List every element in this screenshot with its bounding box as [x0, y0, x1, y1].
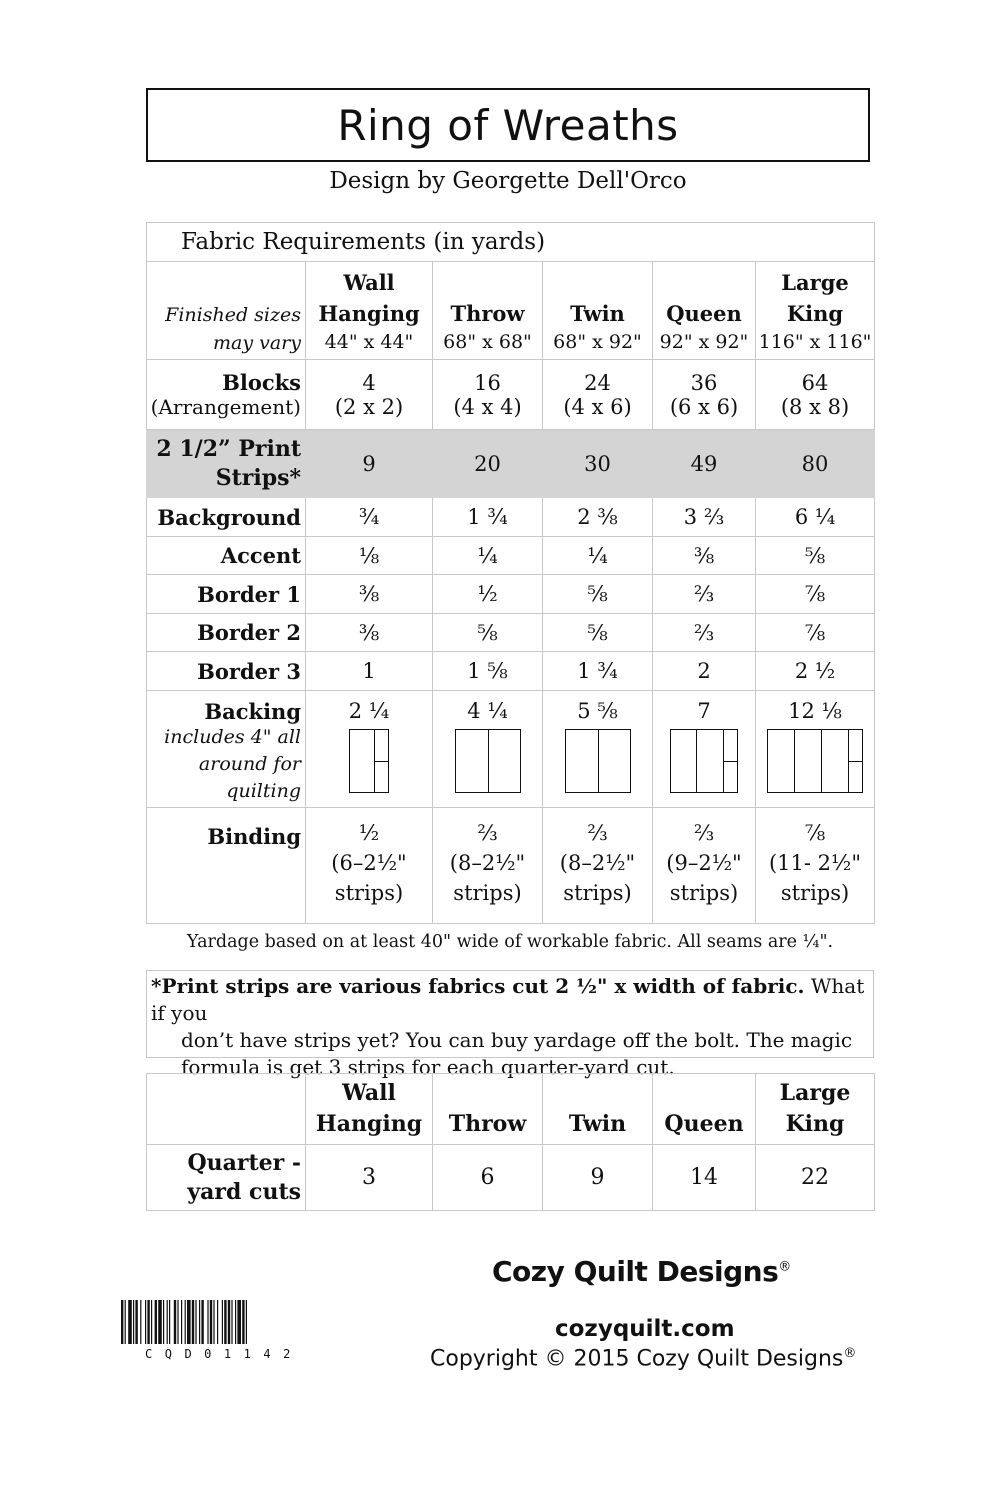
binding-cell: ⅔ (8–2½" strips): [543, 808, 653, 924]
barcode-bar: [187, 1300, 191, 1344]
binding-cell: ½ (6–2½" strips): [306, 808, 433, 924]
barcode-bar: [195, 1300, 196, 1344]
backing-cell: 4 ¼: [433, 691, 543, 808]
cell: 6: [433, 1145, 543, 1211]
binding-cell: ⅞ (11- 2½" strips): [756, 808, 875, 924]
cell: 14: [653, 1145, 756, 1211]
cell: ⅛: [306, 537, 433, 575]
cell: 2 ½: [756, 652, 875, 691]
barcode-bar: [174, 1300, 176, 1344]
cell: ⅔: [653, 575, 756, 614]
size-queen: Queen: [653, 1074, 756, 1145]
backing-layout-diagram: [670, 729, 738, 793]
backing-layout-diagram: [349, 729, 389, 793]
barcode-bar: [133, 1300, 134, 1344]
barcode-bar: [192, 1300, 194, 1344]
cell: ⅝: [433, 614, 543, 652]
blocks-cell: 4 (2 x 2): [306, 360, 433, 430]
cell: 1 ⅝: [433, 652, 543, 691]
blocks-cell: 24 (4 x 6): [543, 360, 653, 430]
blocks-cell: 64 (8 x 8): [756, 360, 875, 430]
binding-label: Binding: [147, 808, 306, 924]
finished-sizes-label: Finished sizes may vary: [147, 262, 306, 360]
cell: ⅞: [756, 575, 875, 614]
barcode-bar: [207, 1300, 208, 1344]
barcode-bar: [185, 1300, 186, 1344]
barcode-bar: [246, 1300, 247, 1344]
barcode-bar: [181, 1300, 182, 1344]
table-caption: Fabric Requirements (in yards): [147, 223, 875, 262]
barcode: [121, 1300, 331, 1344]
binding-cell: ⅔ (8–2½" strips): [433, 808, 543, 924]
size-queen: Queen 92" x 92": [653, 262, 756, 360]
barcode-bar: [228, 1300, 230, 1344]
blocks-label: Blocks (Arrangement): [147, 360, 306, 430]
barcode-bar: [235, 1300, 236, 1344]
barcode-bar: [210, 1300, 212, 1344]
barcode-bar: [222, 1300, 223, 1344]
cell: 1 ¾: [543, 652, 653, 691]
cell: 9: [543, 1145, 653, 1211]
barcode-bar: [224, 1300, 226, 1344]
barcode-bar: [177, 1300, 178, 1344]
row-label: Border 2: [147, 614, 306, 652]
size-large-king: Large King: [756, 1074, 875, 1145]
cell: ⅝: [543, 575, 653, 614]
cell: 22: [756, 1145, 875, 1211]
cell: ⅜: [306, 614, 433, 652]
print-strips-note: *Print strips are various fabrics cut 2 ½" x width of fabric. What if you don’t have strips yet? You can buy yardage off the bolt. The magic formula is get 3 strips for each quarter-yard cut.: [146, 970, 874, 1058]
barcode-bar: [169, 1300, 170, 1344]
cell: 1 ¾: [433, 498, 543, 537]
barcode-bar: [135, 1300, 137, 1344]
cell: 3: [306, 1145, 433, 1211]
fabric-row: [147, 614, 875, 652]
barcode-bar: [125, 1300, 126, 1344]
print-strips-cell: 9: [306, 430, 433, 498]
barcode-number: CQD01142: [145, 1347, 303, 1361]
cell: 6 ¼: [756, 498, 875, 537]
barcode-bar: [199, 1300, 200, 1344]
barcode-bar: [145, 1300, 146, 1344]
print-strips-cell: 30: [543, 430, 653, 498]
cell: ¼: [543, 537, 653, 575]
backing-cell: 5 ⅝: [543, 691, 653, 808]
pattern-title: Ring of Wreaths: [337, 101, 679, 150]
backing-cell: 2 ¼: [306, 691, 433, 808]
binding-cell: ⅔ (9–2½" strips): [653, 808, 756, 924]
quarter-yard-table: [146, 1073, 875, 1211]
website: cozyquilt.com: [555, 1316, 735, 1342]
cell: ⅞: [756, 614, 875, 652]
title-box: [146, 88, 870, 162]
barcode-bar: [201, 1300, 203, 1344]
cell: ⅜: [306, 575, 433, 614]
print-strips-label: 2 1/2” Print Strips*: [147, 430, 306, 498]
barcode-bar: [163, 1300, 164, 1344]
backing-cell: 12 ⅛: [756, 691, 875, 808]
cell: ¾: [306, 498, 433, 537]
cell: ⅝: [543, 614, 653, 652]
blocks-row: [147, 360, 875, 430]
binding-row: [147, 808, 875, 924]
size-twin: Twin: [543, 1074, 653, 1145]
cell: ¼: [433, 537, 543, 575]
row-label: Border 3: [147, 652, 306, 691]
cell: ⅔: [653, 614, 756, 652]
barcode-bar: [158, 1300, 162, 1344]
designer-credit: Design by Georgette Dell'Orco: [329, 168, 687, 194]
cell: ⅝: [756, 537, 875, 575]
cell: 3 ⅔: [653, 498, 756, 537]
barcode-bar: [167, 1300, 168, 1344]
barcode-bar: [217, 1300, 218, 1344]
backing-layout-diagram: [455, 729, 521, 793]
barcode-bar: [128, 1300, 132, 1344]
brand-name: Cozy Quilt Designs®: [492, 1255, 791, 1288]
fabric-requirements-table: [146, 222, 875, 924]
barcode-bar: [140, 1300, 141, 1344]
cell: 2 ⅜: [543, 498, 653, 537]
row-label: Background: [147, 498, 306, 537]
backing-layout-diagram: [767, 729, 863, 793]
yardage-note: Yardage based on at least 40" wide of workable fabric. All seams are ¼".: [186, 932, 834, 952]
quarter-yard-row: [147, 1145, 875, 1211]
size-large-king: Large King 116" x 116": [756, 262, 875, 360]
barcode-bar: [237, 1300, 241, 1344]
print-strips-cell: 80: [756, 430, 875, 498]
backing-layout-diagram: [565, 729, 631, 793]
size-throw: Throw: [433, 1074, 543, 1145]
backing-row: [147, 691, 875, 808]
barcode-bar: [213, 1300, 214, 1344]
print-strips-row: [147, 430, 875, 498]
row-label: Accent: [147, 537, 306, 575]
cell: 1: [306, 652, 433, 691]
barcode-bar: [155, 1300, 157, 1344]
size-twin: Twin 68" x 92": [543, 262, 653, 360]
barcode-bar: [231, 1300, 232, 1344]
quarter-yard-label: Quarter - yard cuts: [147, 1145, 306, 1211]
barcode-bar: [147, 1300, 149, 1344]
cell: ⅜: [653, 537, 756, 575]
fabric-row: [147, 537, 875, 575]
barcode-bar: [121, 1300, 123, 1344]
fabric-row: [147, 498, 875, 537]
fabric-row: [147, 652, 875, 691]
cell: ½: [433, 575, 543, 614]
print-strips-cell: 20: [433, 430, 543, 498]
barcode-bar: [242, 1300, 244, 1344]
blocks-cell: 16 (4 x 4): [433, 360, 543, 430]
size-wall-hanging: Wall Hanging: [306, 1074, 433, 1145]
fabric-row: [147, 575, 875, 614]
backing-cell: 7: [653, 691, 756, 808]
blocks-cell: 36 (6 x 6): [653, 360, 756, 430]
barcode-bar: [151, 1300, 152, 1344]
copyright: Copyright © 2015 Cozy Quilt Designs®: [430, 1346, 857, 1372]
size-wall-hanging: Wall Hanging 44" x 44": [306, 262, 433, 360]
backing-label: Backing includes 4" all around for quilting: [147, 691, 306, 808]
cell: 2: [653, 652, 756, 691]
size-throw: Throw 68" x 68": [433, 262, 543, 360]
row-label: Border 1: [147, 575, 306, 614]
print-strips-cell: 49: [653, 430, 756, 498]
empty-header: [147, 1074, 306, 1145]
